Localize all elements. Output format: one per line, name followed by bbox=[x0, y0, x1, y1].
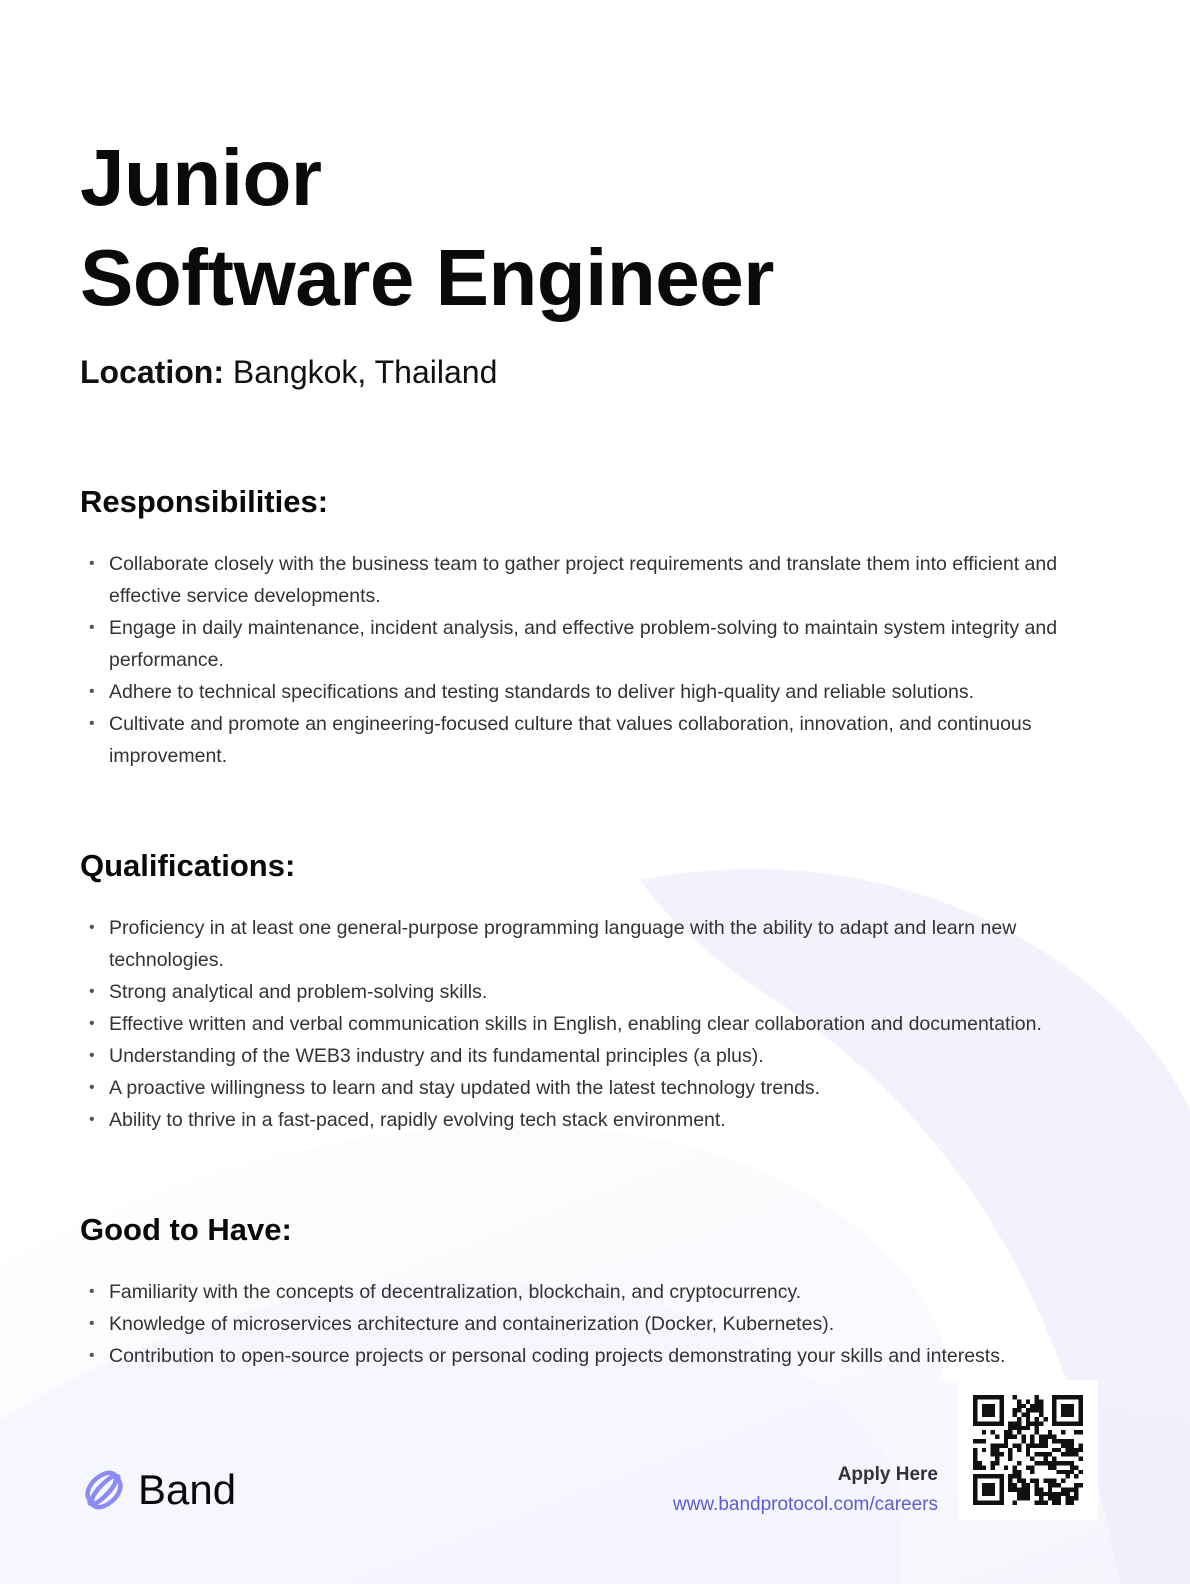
list-item: • Engage in daily maintenance, incident analysis, and effective problem-solving to maintain system integrity and performance. bbox=[80, 612, 1120, 676]
qualifications-heading: Qualifications: bbox=[80, 848, 296, 883]
apply-label: Apply Here bbox=[837, 1464, 938, 1485]
good-to-have-section bbox=[80, 1210, 1120, 1372]
qualifications-list bbox=[80, 912, 1120, 1136]
list-item: • Cultivate and promote an engineering-focused culture that values collaboration, innovation, and continuous improvement. bbox=[80, 708, 1120, 772]
brand-name: Band bbox=[138, 1466, 237, 1513]
list-item: • Proficiency in at least one general-purpose programming language with the ability to adapt and learn new technologies. bbox=[80, 912, 1120, 976]
list-item: • Knowledge of microservices architecture and containerization (Docker, Kubernetes). bbox=[80, 1308, 1120, 1340]
job-title-line2: Software Engineer bbox=[80, 233, 774, 322]
list-item: • Contribution to open-source projects or personal coding projects demonstrating your skills and interests. bbox=[80, 1340, 1120, 1372]
list-item: • Familiarity with the concepts of decentralization, blockchain, and cryptocurrency. bbox=[80, 1276, 1120, 1308]
job-title bbox=[80, 128, 774, 328]
good-to-have-heading: Good to Have: bbox=[80, 1212, 292, 1247]
careers-link[interactable]: www.bandprotocol.com/careers bbox=[672, 1494, 938, 1515]
list-item: • Collaborate closely with the business team to gather project requirements and translate them into efficient and effective service developments. bbox=[80, 548, 1120, 612]
list-item: • Adhere to technical specifications and testing standards to deliver high-quality and reliable solutions. bbox=[80, 676, 1120, 708]
location-label: Location: bbox=[80, 354, 224, 390]
location-value: Bangkok, Thailand bbox=[232, 354, 498, 390]
list-item: • Understanding of the WEB3 industry and its fundamental principles (a plus). bbox=[80, 1040, 1120, 1072]
responsibilities-section bbox=[80, 482, 1120, 772]
list-item: • Ability to thrive in a fast-paced, rapidly evolving tech stack environment. bbox=[80, 1104, 1120, 1136]
job-title-line1: Junior bbox=[80, 133, 322, 222]
list-item: • A proactive willingness to learn and stay updated with the latest technology trends. bbox=[80, 1072, 1120, 1104]
band-logo-icon bbox=[80, 1466, 128, 1514]
responsibilities-list bbox=[80, 548, 1120, 772]
list-item: • Effective written and verbal communication skills in English, enabling clear collaboration and documentation. bbox=[80, 1008, 1120, 1040]
apply-block bbox=[673, 1460, 938, 1520]
qualifications-section bbox=[80, 846, 1120, 1136]
qr-code[interactable] bbox=[958, 1380, 1098, 1520]
list-item: • Strong analytical and problem-solving skills. bbox=[80, 976, 1120, 1008]
responsibilities-heading: Responsibilities: bbox=[80, 484, 329, 519]
job-location bbox=[80, 352, 497, 392]
qr-code-icon bbox=[973, 1395, 1083, 1505]
good-to-have-list bbox=[80, 1276, 1120, 1372]
brand-logo bbox=[80, 1465, 236, 1515]
